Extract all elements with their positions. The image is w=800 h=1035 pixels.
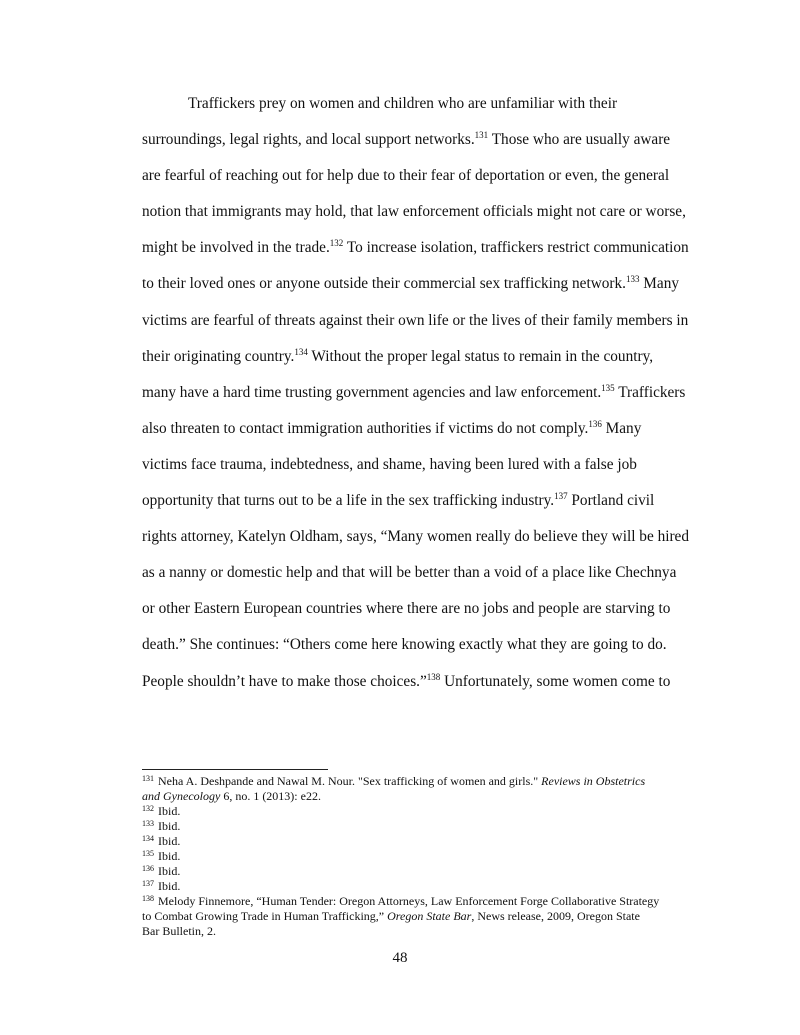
footnote-number: 131	[142, 774, 154, 783]
footnote-number: 136	[142, 864, 154, 873]
body-line	[142, 411, 717, 447]
footnote-text: Ibid.	[155, 849, 181, 863]
footnote-text: Neha A. Deshpande and Nawal M. Nour. "Sex trafficking of women and girls."	[155, 774, 542, 788]
footnote-reference: 135	[601, 382, 615, 393]
footnote-text: Ibid.	[155, 879, 181, 893]
footnote-number: 135	[142, 849, 154, 858]
footnote-number: 138	[142, 894, 154, 903]
footnote-reference: 132	[329, 238, 344, 249]
body-line	[142, 303, 717, 339]
body-line-text: to their loved ones or anyone outside their commercial sex trafficking network.	[142, 275, 626, 293]
footnote-number: 132	[142, 804, 154, 813]
footnote-text: Ibid.	[155, 819, 181, 833]
body-line	[142, 447, 717, 483]
footnote-text: to Combat Growing Trade in Human Trafficking,”	[142, 909, 388, 923]
body-line	[142, 591, 717, 627]
footnote-reference: 133	[625, 274, 640, 285]
footnote-italic-title: and Gynecology	[142, 789, 221, 803]
footnote-reference: 136	[588, 418, 602, 429]
body-line	[142, 339, 717, 375]
body-text	[142, 86, 717, 700]
footnotes	[142, 774, 722, 939]
footnote-text: 6, no. 1 (2013): e22.	[220, 789, 321, 803]
footnote-text: Bar Bulletin, 2.	[142, 924, 216, 938]
body-line-text: notion that immigrants may hold, that law enforcement officials might not care or worse,	[142, 203, 686, 221]
footnote-italic-title: Reviews in Obstetrics	[541, 774, 646, 788]
body-line-text: are fearful of reaching out for help due to their fear of deportation or even, the general	[142, 167, 670, 185]
footnote-reference: 138	[426, 671, 441, 682]
footnote-text: Ibid.	[155, 834, 181, 848]
body-line	[142, 194, 717, 230]
body-line-text: Many	[601, 419, 642, 437]
footnote-line	[142, 864, 722, 879]
body-line-text: Those who are usually aware	[488, 131, 671, 149]
footnote-text: Ibid.	[155, 864, 181, 878]
body-line	[142, 483, 717, 519]
body-line-text: Unfortunately, some women come to	[440, 672, 671, 690]
body-line-text: as a nanny or domestic help and that will be better than a void of a place like Chechnya	[142, 564, 677, 582]
footnote-reference: 134	[294, 346, 308, 357]
footnote-number: 134	[142, 834, 154, 843]
footnote-line	[142, 819, 722, 834]
body-line-text: Many	[639, 275, 679, 293]
body-line-text: victims face trauma, indebtedness, and shame, having been lured with a false job	[142, 455, 637, 473]
body-line	[142, 86, 717, 122]
body-line-text: death.” She continues: “Others come here knowing exactly what they are going to do.	[142, 636, 667, 654]
footnote-number: 137	[142, 879, 154, 888]
footnote-line	[142, 924, 722, 939]
body-line-text: Traffickers	[614, 383, 686, 401]
body-line	[142, 375, 717, 411]
body-line-text: People shouldn’t have to make those choices.”	[142, 672, 427, 690]
body-line-text: Without the proper legal status to remain in the country,	[307, 347, 654, 365]
footnote-number: 133	[142, 819, 154, 828]
footnote-line	[142, 774, 722, 789]
body-line-text: many have a hard time trusting government agencies and law enforcement.	[142, 383, 602, 401]
body-line-text: Traffickers prey on women and children who are unfamiliar with their	[188, 95, 618, 112]
footnote-text: Ibid.	[155, 804, 181, 818]
footnote-line	[142, 789, 722, 804]
body-line	[142, 519, 717, 555]
body-line-text: Portland civil	[567, 492, 655, 510]
body-line-text: might be involved in the trade.	[142, 239, 330, 257]
footnote-italic-title: Oregon State Bar	[387, 909, 472, 923]
body-line-text: victims are fearful of threats against their own life or the lives of their family members in	[142, 311, 689, 329]
footnote-separator	[142, 769, 328, 770]
body-line	[142, 158, 717, 194]
body-line	[142, 664, 717, 700]
body-line-text: To increase isolation, traffickers restrict communication	[343, 239, 689, 257]
footnote-text: Melody Finnemore, “Human Tender: Oregon Attorneys, Law Enforcement Forge Collaborative Strategy	[155, 894, 660, 908]
body-line-text: also threaten to contact immigration authorities if victims do not comply.	[142, 419, 589, 437]
body-line	[142, 627, 717, 663]
body-line	[142, 266, 717, 302]
body-line	[142, 122, 717, 158]
footnote-reference: 137	[554, 491, 568, 502]
body-line-text: or other Eastern European countries where there are no jobs and people are starving to	[142, 600, 671, 618]
footnote-reference: 131	[474, 130, 489, 141]
footnote-line	[142, 909, 722, 924]
footnote-line	[142, 894, 722, 909]
footnote-line	[142, 879, 722, 894]
footnote-text: , News release, 2009, Oregon State	[471, 909, 640, 923]
body-line-text: their originating country.	[142, 347, 295, 365]
body-line-text: rights attorney, Katelyn Oldham, says, “Many women really do believe they will be hired	[142, 528, 689, 546]
body-line-text: surroundings, legal rights, and local support networks.	[142, 131, 475, 149]
body-line	[142, 555, 717, 591]
footnote-line	[142, 804, 722, 819]
footnote-line	[142, 834, 722, 849]
page-number: 48	[392, 950, 408, 966]
body-line	[142, 230, 717, 266]
footnote-line	[142, 849, 722, 864]
body-line-text: opportunity that turns out to be a life in the sex trafficking industry.	[142, 492, 555, 510]
